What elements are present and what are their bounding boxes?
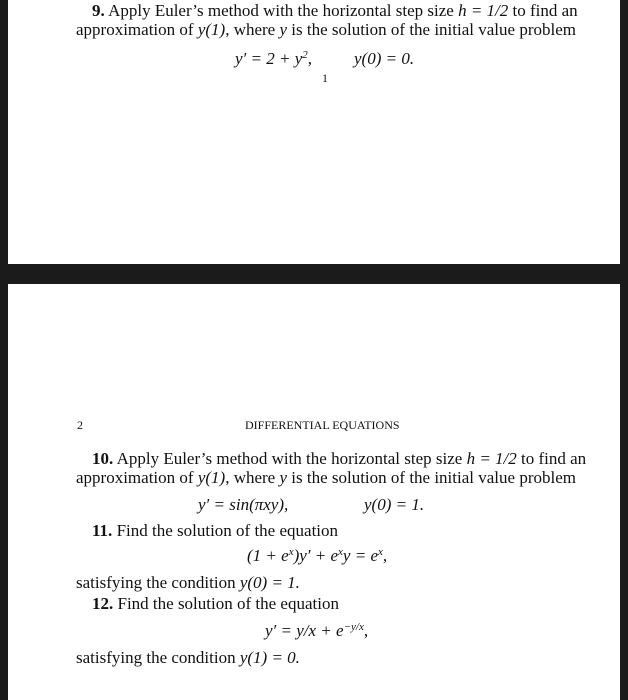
condition-12: satisfying the condition y(1) = 0. (76, 648, 300, 667)
initial-condition-10: y(0) = 1. (364, 495, 425, 514)
problem-10-line-2: approximation of y(1), where y is the solution of the initial value problem (76, 468, 576, 487)
problem-9-line-1: 9. Apply Euler’s method with the horizontal step size h = 1/2 to find an (92, 1, 578, 20)
step-size: h = 1/2 (458, 1, 509, 20)
problem-12-number: 12. (92, 594, 114, 613)
initial-condition-9: y(0) = 0. (354, 49, 415, 68)
equation-12: $y' = y/x + e^{-y/x}$, (265, 621, 369, 640)
page-number-2: 2 (77, 418, 83, 432)
equation-11: $(1 + e^x)y' + e^xy = e^x$, (247, 546, 388, 565)
problem-11-number: 11. (92, 521, 113, 540)
equation-10: y′ = sin(πxy), (198, 495, 289, 514)
problem-12: 12. Find the solution of the equation (92, 594, 339, 613)
equation-9: $y' = 2 + y^2$, (235, 49, 313, 68)
right-border (620, 0, 628, 700)
problem-11: 11. Find the solution of the equation (92, 521, 339, 540)
page-number-1: 1 (322, 71, 328, 85)
condition-11: satisfying the condition y(0) = 1. (76, 573, 300, 592)
problem-9-line-2: approximation of y(1), where y is the solution of the initial value problem (76, 20, 576, 39)
problem-9-number: 9. (92, 1, 105, 20)
page-separator (0, 264, 628, 284)
problem-10-line-1: 10. Apply Euler’s method with the horizontal step size h = 1/2 to find an (92, 449, 587, 468)
running-header: DIFFERENTIAL EQUATIONS (245, 418, 400, 432)
left-border (0, 0, 8, 700)
problem-10-number: 10. (92, 449, 114, 468)
